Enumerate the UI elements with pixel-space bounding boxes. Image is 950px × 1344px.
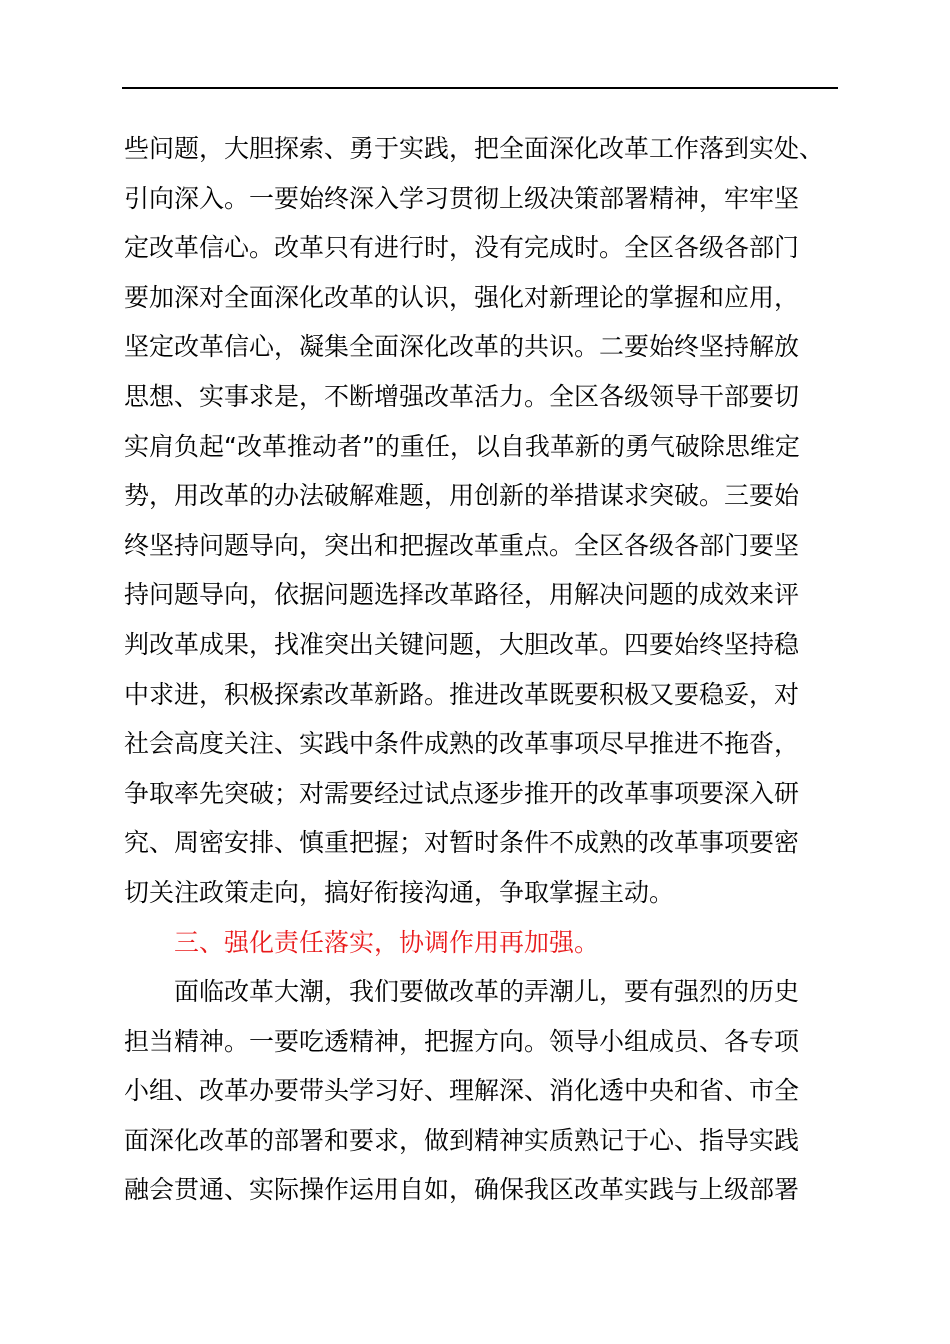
paragraph-line: 定改革信心。改革只有进行时，没有完成时。全区各级各部门 xyxy=(124,233,800,263)
paragraph-line: 势，用改革的办法破解难题，用创新的举措谋求突破。三要始 xyxy=(124,481,800,511)
paragraph-line: 切关注政策走向，搞好衔接沟通，争取掌握主动。 xyxy=(124,877,675,907)
paragraph-line: 引向深入。一要始终深入学习贯彻上级决策部署精神，牢牢坚 xyxy=(124,183,800,213)
paragraph-line: 小组、改革办要带头学习好、理解深、消化透中央和省、市全 xyxy=(124,1076,800,1106)
paragraph-line: 坚定改革信心，凝集全面深化改革的共识。二要始终坚持解放 xyxy=(124,332,800,362)
paragraph-line: 融会贯通、实际操作运用自如，确保我区改革实践与上级部署 xyxy=(124,1175,800,1205)
paragraph-line: 面深化改革的部署和要求，做到精神实质熟记于心、指导实践 xyxy=(124,1125,800,1155)
paragraph-line: 担当精神。一要吃透精神，把握方向。领导小组成员、各专项 xyxy=(124,1026,800,1056)
section-heading: 三、强化责任落实，协调作用再加强。 xyxy=(174,927,600,957)
paragraph-line: 持问题导向，依据问题选择改革路径，用解决问题的成效来评 xyxy=(124,580,800,610)
document-body xyxy=(124,124,840,1215)
paragraph-line: 争取率先突破；对需要经过试点逐步推开的改革事项要深入研 xyxy=(124,778,800,808)
paragraph-line: 些问题，大胆探索、勇于实践，把全面深化改革工作落到实处、 xyxy=(124,134,825,163)
paragraph-line: 面临改革大潮，我们要做改革的弄潮儿，要有强烈的历史 xyxy=(174,977,800,1007)
paragraph-line: 要加深对全面深化改革的认识，强化对新理论的掌握和应用， xyxy=(124,282,800,312)
paragraph-line: 究、周密安排、慎重把握；对暂时条件不成熟的改革事项要密 xyxy=(124,828,800,858)
paragraph-line: 社会高度关注、实践中条件成熟的改革事项尽早推进不拖沓， xyxy=(124,729,800,759)
paragraph-line: 终坚持问题导向，突出和把握改革重点。全区各级各部门要坚 xyxy=(124,530,800,560)
paragraph-line: 中求进，积极探索改革新路。推进改革既要积极又要稳妥，对 xyxy=(124,679,800,709)
paragraph-line: 实肩负起“改革推动者”的重任，以自我革新的勇气破除思维定 xyxy=(124,431,800,461)
header-rule xyxy=(122,87,838,89)
paragraph-line: 思想、实事求是，不断增强改革活力。全区各级领导干部要切 xyxy=(124,381,800,411)
paragraph-line: 判改革成果，找准突出关键问题，大胆改革。四要始终坚持稳 xyxy=(124,629,800,659)
